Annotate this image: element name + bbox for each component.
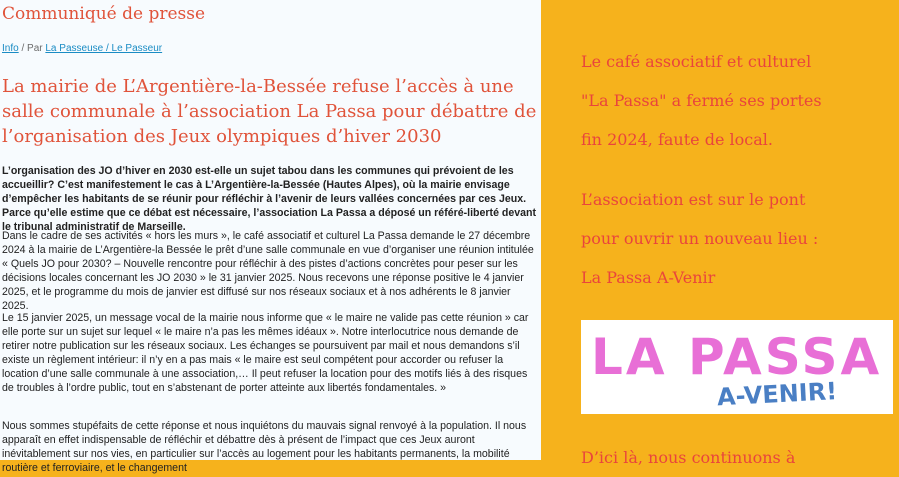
- meta-separator: / Par: [18, 43, 46, 54]
- author-link[interactable]: La Passeuse / Le Passeur: [45, 43, 163, 54]
- section-title: Communiqué de presse: [2, 4, 206, 24]
- sidebar-new-venue-notice: [581, 180, 818, 297]
- sidebar-line: La Passa A-Venir: [581, 268, 716, 287]
- article-lead: L’organisation des JO d’hiver en 2030 est-elle un sujet tabou dans les communes qui prévoient de les accueillir? C’est manifestement le cas à L’Argentière-la-Bessée (Hautes Alpes), où la mairie envisage d’empêcher les habitants de se réunir pour réfléchir à l’avenir de leurs vallées concernées par ces Jeux. Parce qu’elle estime que ce débat est nécessaire, l’association La Passa a déposé un référé-liberté devant le tribunal administratif de Marseille.: [2, 165, 537, 233]
- sidebar-line: fin 2024, faute de local.: [581, 130, 773, 149]
- article-paragraph-2: Le 15 janvier 2025, un message vocal de la mairie nous informe que « le maire ne valide pas cette réunion » car elle porte sur un sujet sur lequel « le maire n’a pas les mêmes idéaux ». Notre interlocutrice nous demande de retirer notre publication sur les réseaux sociaux. Les échanges se poursuivent par mail et nous demandons s’il existe un règlement intérieur: il n’y en a pas mais « le maire est seul compétent pour accorder ou refuser la location d’une salle communale à une association,… Il peut refuser la location pour des motifs liés à des risques de troubles à l’ordre public, tout en s’abstenant de porter atteinte aux libertés fondamentales. »: [2, 312, 529, 394]
- sidebar-line: pour ouvrir un nouveau lieu :: [581, 229, 819, 248]
- la-passa-avenir-logo[interactable]: [581, 320, 893, 414]
- sidebar-closure-notice: [581, 42, 822, 159]
- sidebar-continuation: [581, 438, 795, 477]
- sidebar-line: "La Passa" a fermé ses portes: [581, 91, 822, 110]
- sidebar-line: D’ici là, nous continuons à: [581, 448, 796, 467]
- category-link[interactable]: Info: [2, 43, 19, 54]
- logo-graphic: [581, 320, 893, 414]
- sidebar-line: L’association est sur le pont: [581, 190, 806, 209]
- post-meta: [2, 43, 162, 54]
- logo-line-2: A-VENIR!: [716, 377, 838, 412]
- article-paragraph-1: Dans le cadre de ses activités « hors les murs », le café associatif et culturel La Passa demande le 27 décembre 2024 à la mairie de L’Argentière-la Bessée le prêt d’une salle communale en vue d’organiser une réunion intitulée « Quels JO pour 2030? – Nouvelle rencontre pour réfléchir à des pistes d’actions concrètes pour peser sur les décisions locales concernant les JO 2030 » le 31 janvier 2025. Nous recevons une réponse positive le 4 janvier 2025, et le programme du mois de janvier est diffusé sur nos réseaux sociaux et à nos adhérents le 8 janvier 2025.: [2, 230, 534, 312]
- article-headline: La mairie de L’Argentière-la-Bessée refuse l’accès à une salle communale à l’association La Passa pour débattre de l’organisation des Jeux olympiques d’hiver 2030: [2, 76, 537, 147]
- sidebar-line: Le café associatif et culturel: [581, 52, 812, 71]
- article-paragraph-3: Nous sommes stupéfaits de cette réponse et nous inquiétons du mauvais signal renvoyé à la population. Il nous apparaît en effet indispensable de réfléchir et débattre dès à présent de l’impact que ces Jeux auront inévitablement sur nos vies, en particulier sur l’accès au logement pour les habitants permanents, la mobilité routière et ferroviaire, et le changement: [2, 420, 527, 474]
- logo-line-1: LA PASSA: [591, 328, 883, 386]
- sidebar: [541, 0, 899, 467]
